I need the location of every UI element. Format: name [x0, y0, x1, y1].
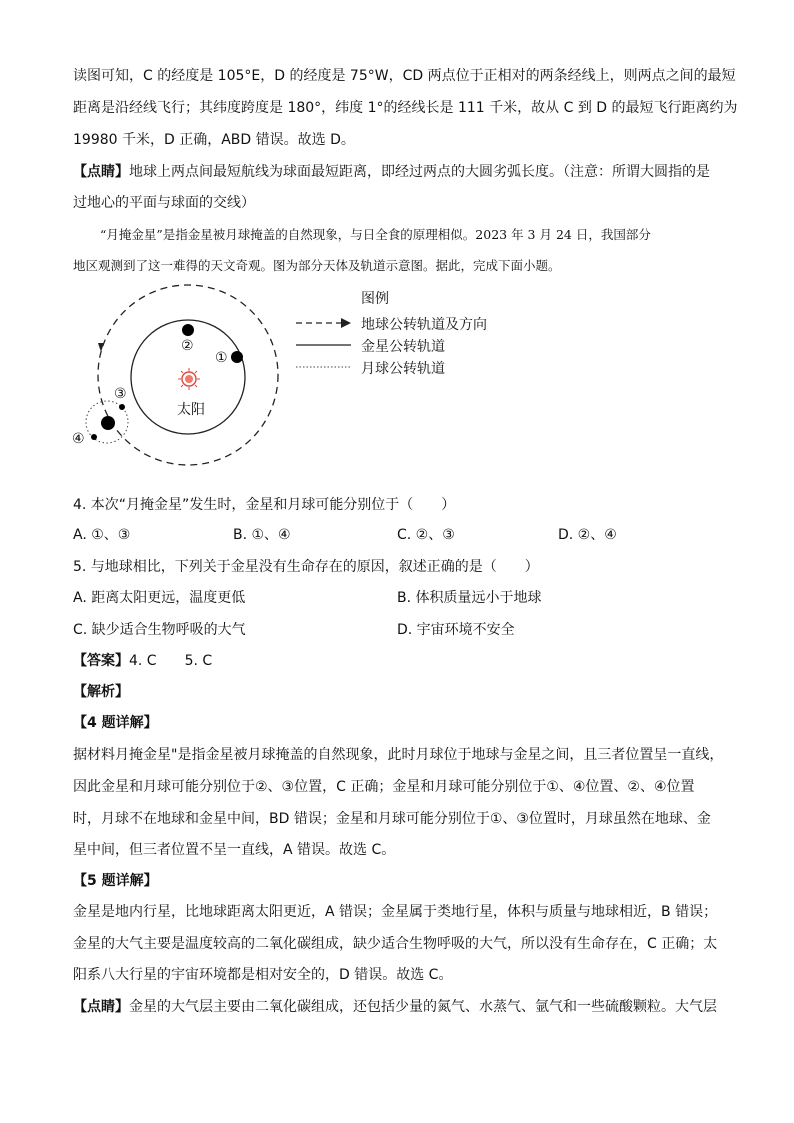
- paragraph-line: 读图可知，C 的经度是 105°E，D 的经度是 75°W，CD 两点位于正相对的两条经线上，则两点之间的最短: [73, 68, 736, 84]
- q4-option-b: B. ①、④: [233, 527, 291, 543]
- earth-orbit: [98, 285, 278, 465]
- legend-arrow-icon: [341, 318, 351, 328]
- detail-4-line: 星中间，但三者位置不呈一直线，A 错误。故选 C。: [73, 842, 396, 858]
- legend-earth-orbit: 地球公转轨道及方向: [361, 317, 487, 333]
- legend-venus-orbit: 金星公转轨道: [361, 339, 445, 355]
- paragraph-line: 距离是沿经线飞行；其纬度跨度是 180°，纬度 1°的经线长是 111 千米，故从 C 到 D 的最短飞行距离约为: [73, 100, 738, 116]
- detail-4-line: 因此金星和月球可能分别位于②、③位置，C 正确；金星和月球可能分别位于①、④位置、②、④位置: [73, 779, 695, 795]
- dianjing-text: 金星的大气层主要由二氧化碳组成，还包括少量的氮气、水蒸气、氩气和一些硫酸颗粒。大气层: [129, 999, 717, 1015]
- q4-option-d: D. ②、④: [558, 527, 617, 543]
- intro-line: 地区观测到了这一难得的天文奇观。图为部分天体及轨道示意图。据此，完成下面小题。: [73, 258, 561, 273]
- intro-line: “月掩金星”是指金星被月球掩盖的自然现象，与日全食的原理相似。2023 年 3 月 24 日，我国部分: [100, 227, 651, 242]
- dianjing-2: [73, 997, 717, 1017]
- orbit-svg: [55, 280, 515, 480]
- detail-4-line: 据材料月掩金星"是指金星被月球掩盖的自然现象，此时月球位于地球与金星之间，且三者位置呈一直线，: [73, 747, 724, 763]
- orbit-diagram: [55, 280, 515, 480]
- moon-position-3: [119, 404, 125, 410]
- answer-text: 4. C 5. C: [129, 653, 213, 669]
- detail-5-line: 金星的大气主要是温度较高的二氧化碳组成，缺少适合生物呼吸的大气，所以没有生命存在，C 正确；太: [73, 936, 718, 952]
- paragraph-line: 19980 千米，D 正确，ABD 错误。故选 D。: [73, 132, 355, 148]
- question-4-stem: 4. 本次“月掩金星”发生时，金星和月球可能分别位于（ ）: [73, 497, 456, 513]
- label-point-3: ③: [114, 386, 127, 402]
- earth-dot: [101, 416, 115, 430]
- label-point-2: ②: [181, 338, 194, 354]
- sun-label: 太阳: [177, 402, 205, 418]
- dianjing-tag: 【点睛】: [73, 999, 129, 1015]
- legend-moon-orbit: 月球公转轨道: [361, 361, 445, 377]
- question-5-stem: 5. 与地球相比，下列关于金星没有生命存在的原因，叙述正确的是（ ）: [73, 559, 539, 575]
- answer-tag: 【答案】: [73, 653, 129, 669]
- q5-option-b: B. 体积质量远小于地球: [397, 590, 542, 606]
- dianjing-text: 地球上两点间最短航线为球面最短距离，即经过两点的大圆劣弧长度。（注意：所谓大圆指的是: [129, 164, 710, 180]
- label-point-1: ①: [215, 350, 228, 366]
- detail-4-tag: 【4 题详解】: [73, 715, 158, 731]
- analysis-tag: 【解析】: [73, 684, 129, 700]
- detail-5-line: 阳系八大行星的宇宙环境都是相对安全的，D 错误。故选 C。: [73, 967, 453, 983]
- q5-option-d: D. 宇宙环境不安全: [397, 622, 515, 638]
- venus-position-1: [231, 351, 243, 363]
- label-point-4: ④: [72, 431, 85, 447]
- dianjing-tag: 【点睛】: [73, 164, 129, 180]
- moon-position-4: [91, 434, 97, 440]
- q4-option-c: C. ②、③: [397, 527, 455, 543]
- legend-title: 图例: [361, 291, 389, 307]
- detail-5-tag: 【5 题详解】: [73, 873, 158, 889]
- direction-arrow-icon: [98, 343, 104, 352]
- venus-position-2: [182, 324, 194, 336]
- detail-5-line: 金星是地内行星，比地球距离太阳更近，A 错误；金星属于类地行星，体积与质量与地球相近，B 错误；: [73, 904, 718, 920]
- q4-option-a: A. ①、③: [73, 527, 131, 543]
- dianjing-1: [73, 162, 710, 182]
- answer-line: [73, 651, 212, 671]
- q5-option-c: C. 缺少适合生物呼吸的大气: [73, 622, 246, 638]
- paragraph-line: 过地心的平面与球面的交线）: [73, 195, 255, 211]
- detail-4-line: 时，月球不在地球和金星中间，BD 错误；金星和月球可能分别位于①、③位置时，月球虽然在地球、金: [73, 811, 711, 827]
- q5-option-a: A. 距离太阳更远，温度更低: [73, 590, 246, 606]
- sun-icon: [178, 368, 200, 390]
